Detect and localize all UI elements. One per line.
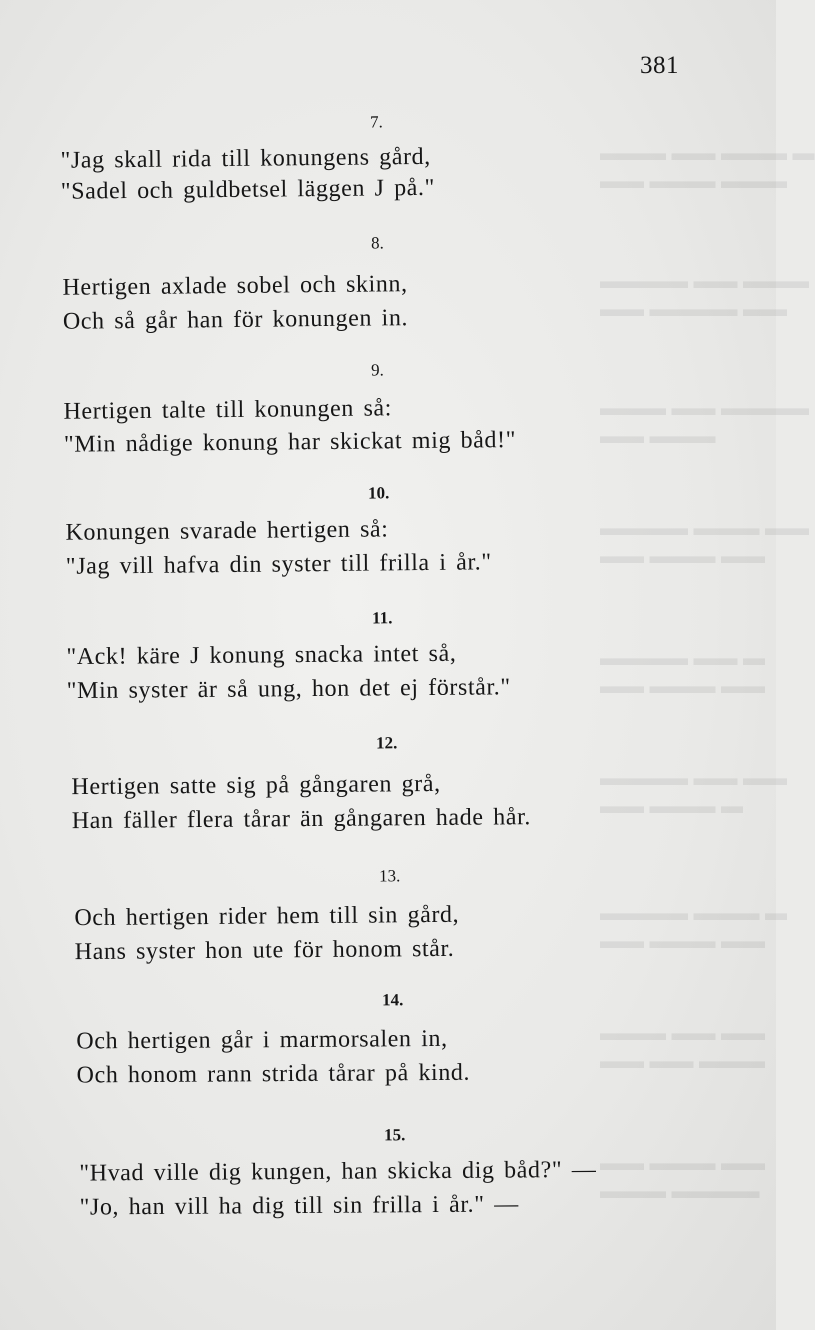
stanza-number: 10. — [368, 483, 390, 503]
verse-line: Hertigen talte till konungen så: — [63, 395, 393, 425]
verse-line: "Min syster är så ung, hon det ej förstår." — [66, 674, 511, 705]
stanza-number: 8. — [371, 233, 384, 253]
stanza-13 — [74, 863, 794, 966]
stanza-10 — [65, 479, 785, 580]
stanza-15 — [79, 1122, 799, 1221]
stanza-11 — [66, 605, 786, 705]
verse-line: "Min nådige konung har skickat mig båd!" — [63, 427, 517, 458]
verse-line: "Hvad ville dig kungen, han skicka dig båd?" — — [79, 1156, 597, 1187]
stanza-7 — [60, 108, 780, 205]
stanza-number: 11. — [372, 608, 393, 628]
verse-line: Hertigen satte sig på gångaren grå, — [71, 770, 441, 801]
verse-line: "Jag skall rida till konungens gård, — [60, 143, 431, 174]
stanza-14 — [76, 987, 796, 1089]
verse-line: Och honom rann strida tårar på kind. — [76, 1059, 471, 1089]
stanza-12 — [71, 730, 791, 835]
verse-line: Och hertigen går i marmorsalen in, — [76, 1025, 448, 1055]
book-page: ▬▬▬ ▬▬ ▬▬▬ ▬ ▬▬ ▬▬▬ ▬▬▬ ▬▬▬▬ ▬▬ ▬▬▬ ▬▬ ▬▬▬▬ ▬▬ ▬▬▬ ▬▬ ▬▬▬▬ ▬▬ ▬▬▬ ▬▬▬▬ ▬▬▬ ▬▬ ▬▬ ▬▬▬ ▬▬ ▬▬▬▬ ▬▬ ▬ ▬▬ ▬▬▬ ▬▬ ▬▬▬▬ ▬▬ ▬▬ ▬▬ ▬▬▬ ▬ ▬▬▬▬ ▬▬▬ ▬ ▬▬ ▬▬▬ ▬▬ ▬▬▬ ▬▬ ▬▬ ▬▬ ▬▬ ▬▬▬ ▬▬ ▬▬▬ ▬▬ ▬▬▬ ▬▬▬▬ 381 7. "Jag skall rida till konungens gård, "Sadel och guldbetsel läggen J på." 8. Hertigen axlade sobel och skinn, Och så går han för konungen in. 9. Hertigen talte till konungen så: "Min nådige konung har skickat mig båd!" 10. Konungen svarade hertigen så: "Jag vill hafva din syster till frilla i år." 11. "Ack! käre J konung snacka intet så, "Min syster är så ung, hon det ej förstår." 12. Hertigen satte sig på gångaren grå, Han fäller flera tårar än gångaren hade hår. 13. Och hertigen rider hem till sin gård, Hans syster hon ute för honom står. 14. Och hertigen går i marmorsalen in, Och honom rann strida tårar på kind. 15. "Hvad ville dig kungen, han skicka dig båd?" — "Jo, han vill ha dig till sin frilla i år." — — [0, 0, 776, 1330]
stanza-number: 7. — [370, 112, 383, 132]
verse-line: Och hertigen rider hem till sin gård, — [74, 901, 460, 932]
verse-line: Hans syster hon ute för honom står. — [74, 935, 455, 966]
verse-line: "Jag vill hafva din syster till frilla i år." — [65, 549, 492, 580]
stanza-9 — [63, 356, 783, 458]
verse-line: Och så går han för konungen in. — [62, 305, 409, 335]
page-number: 381 — [640, 52, 679, 79]
stanza-8 — [62, 229, 782, 335]
verse-line: Hertigen axlade sobel och skinn, — [62, 271, 408, 301]
verse-line: "Jo, han vill ha dig till sin frilla i år." — — [79, 1191, 519, 1221]
stanza-number: 14. — [382, 990, 404, 1010]
stanza-number: 12. — [376, 733, 398, 753]
verse-line: "Sadel och guldbetsel läggen J på." — [60, 174, 436, 205]
stanza-number: 13. — [379, 866, 401, 886]
stanza-number: 15. — [384, 1125, 406, 1145]
stanza-number: 9. — [371, 360, 384, 380]
verse-line: Han fäller flera tårar än gångaren hade hår. — [71, 804, 532, 835]
verse-line: "Ack! käre J konung snacka intet så, — [66, 640, 457, 671]
verse-line: Konungen svarade hertigen så: — [65, 516, 389, 546]
